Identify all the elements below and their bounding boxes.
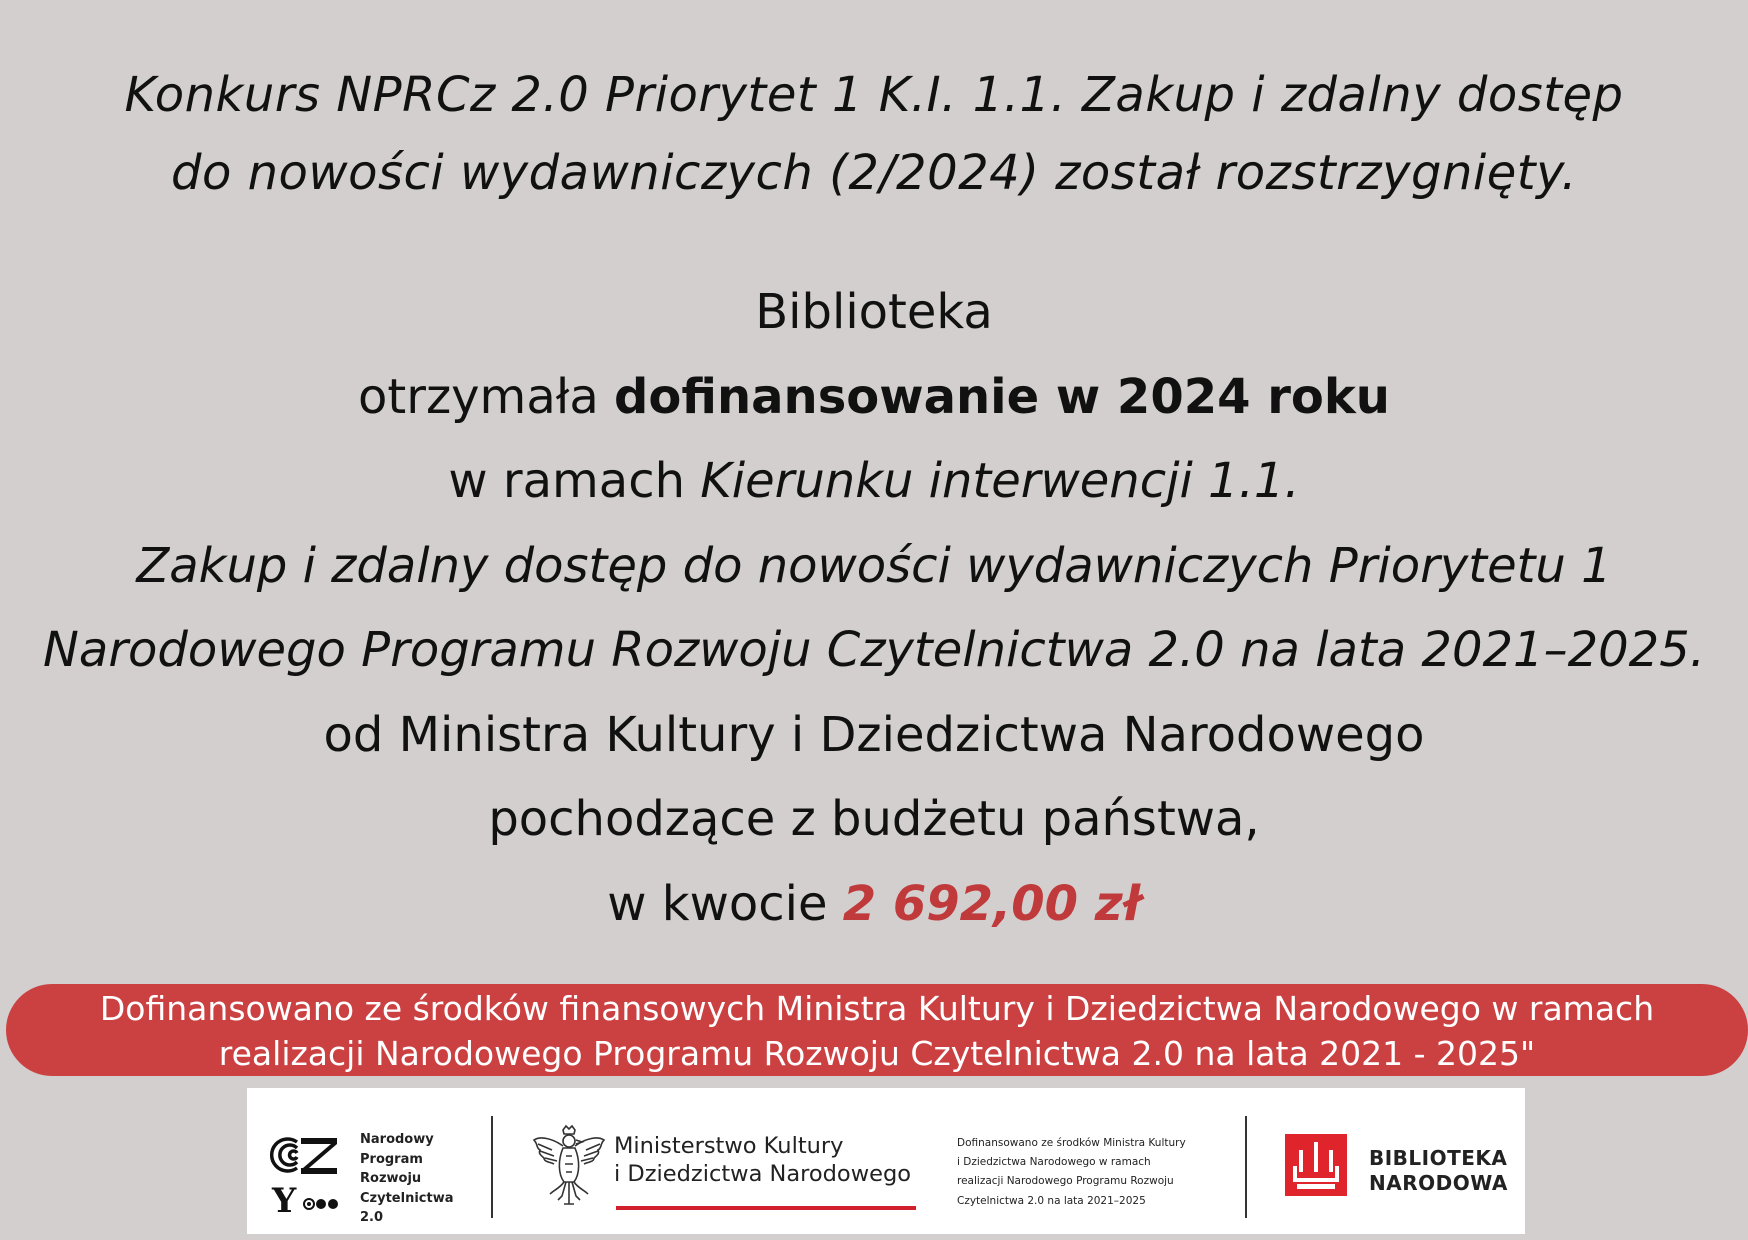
ministry-line: Ministerstwo Kultury	[614, 1133, 844, 1159]
intervention-direction: Kierunku interwencji 1.1.	[700, 453, 1300, 509]
ministry-line: i Dziedzictwa Narodowego	[614, 1161, 911, 1187]
nprc-line: 2.0	[360, 1210, 384, 1225]
nprc-line: Program	[360, 1151, 423, 1167]
headline	[0, 56, 1748, 212]
ministry-logo-text	[614, 1132, 911, 1188]
nprc-line: Czytelnictwa	[360, 1190, 454, 1206]
funding-amount: 2 692,00 zł	[842, 875, 1141, 932]
funding-banner-line-2: realizacji Narodowego Programu Rozwoju Czytelnictwa 2.0 na lata 2021 - 2025"	[218, 1034, 1536, 1073]
funding-banner	[6, 984, 1748, 1076]
amount-prefix: w kwocie	[607, 875, 843, 932]
body-line-received	[0, 355, 1748, 440]
body-line-budget: pochodzące z budżetu państwa,	[488, 791, 1260, 847]
funding-note-line: realizacji Narodowego Programu Rozwoju	[957, 1175, 1174, 1188]
body-line-minister: od Ministra Kultury i Dziedzictwa Narodowego	[323, 706, 1425, 763]
czy-logo-icon	[269, 1134, 341, 1218]
nprc-line: Narodowy	[360, 1132, 434, 1147]
funding-banner-line-1: Dofinansowano ze środków finansowych Ministra Kultury i Dziedzictwa Narodowego w ramach	[99, 989, 1655, 1028]
funding-year-text: dofinansowanie w 2024 roku	[614, 368, 1390, 425]
body-line-framework	[0, 439, 1748, 524]
bn-line: BIBLIOTEKA	[1369, 1146, 1508, 1170]
svg-text:Y: Y	[272, 1181, 297, 1218]
headline-line-2: do nowości wydawniczych (2/2024) został rozstrzygnięty.	[170, 145, 1578, 201]
body-line-program: Narodowego Programu Rozwoju Czytelnictwa 2.0 na lata 2021–2025.	[43, 622, 1705, 678]
framework-prefix: w ramach	[448, 453, 701, 509]
body-line-library: Biblioteka	[755, 284, 993, 340]
body-line-amount	[0, 862, 1748, 947]
logo-divider	[1245, 1116, 1247, 1218]
logo-divider	[491, 1116, 493, 1218]
funding-note-line: i Dziedzictwa Narodowego w ramach	[957, 1156, 1151, 1169]
biblioteka-narodowa-crown-icon	[1285, 1134, 1347, 1196]
announcement-body	[0, 270, 1748, 946]
funding-note-line: Dofinansowano ze środków Ministra Kultury	[957, 1137, 1186, 1149]
ministry-red-underline	[616, 1206, 916, 1210]
nprc-logo-text	[360, 1130, 453, 1228]
nprc-line: Rozwoju	[360, 1171, 422, 1186]
polish-eagle-emblem-icon	[530, 1124, 608, 1210]
bn-line: NARODOWA	[1369, 1171, 1508, 1195]
funding-note-line: Czytelnictwa 2.0 na lata 2021–2025	[957, 1194, 1146, 1207]
body-line-priority: Zakup i zdalny dostęp do nowości wydawniczych Priorytetu 1	[136, 537, 1612, 594]
logos-strip	[247, 1088, 1525, 1234]
biblioteka-narodowa-logo-text	[1369, 1146, 1508, 1196]
funding-note	[957, 1134, 1186, 1211]
headline-line-1: Konkurs NPRCz 2.0 Priorytet 1 K.I. 1.1. Zakup i zdalny dostęp	[124, 67, 1624, 123]
received-text: otrzymała	[358, 368, 615, 425]
